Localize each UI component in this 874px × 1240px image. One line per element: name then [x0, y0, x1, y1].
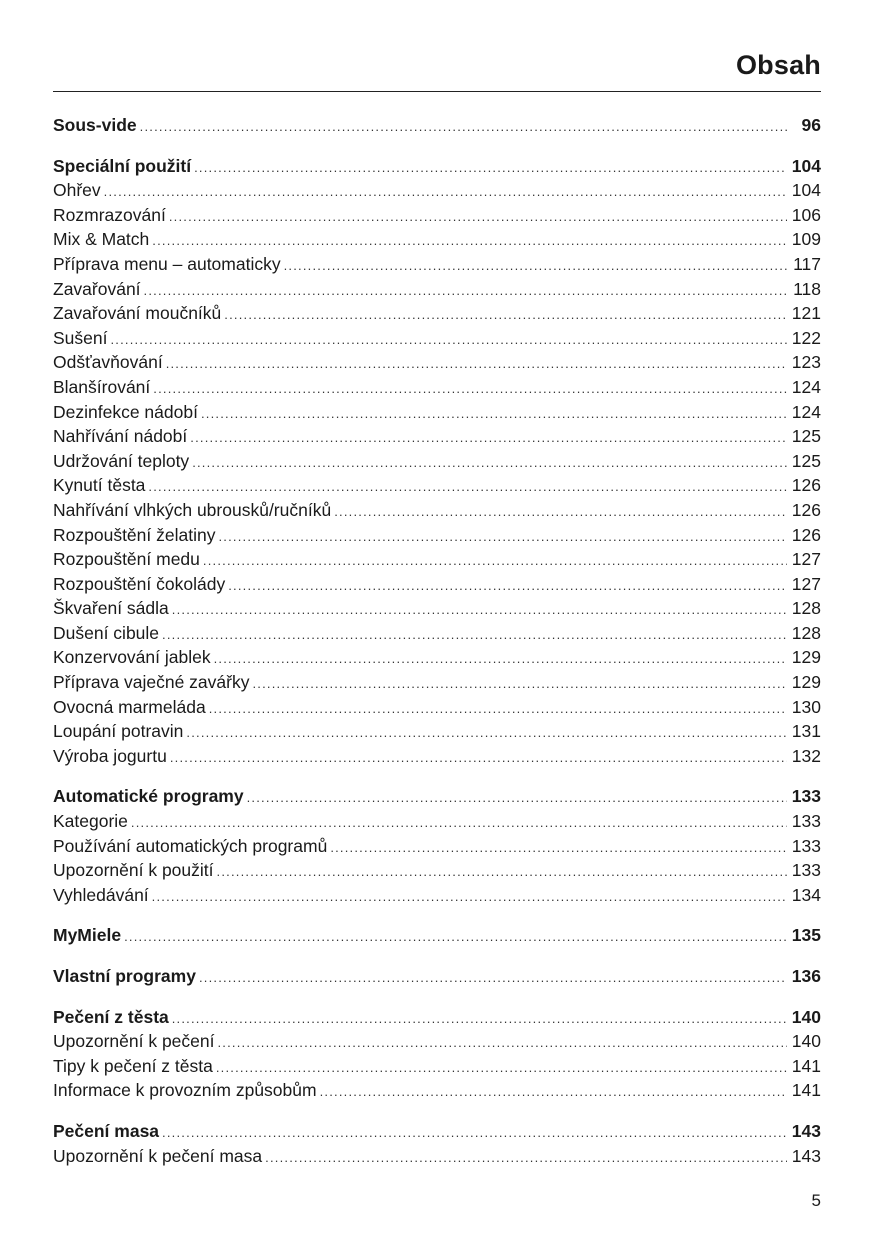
toc-entry-label: Nahřívání nádobí	[53, 426, 188, 447]
toc-entry-page-number: 126	[791, 499, 821, 520]
toc-entry[interactable]	[53, 645, 821, 670]
toc-entry-label: Loupání potravin	[53, 721, 184, 742]
toc-entry-label: Dušení cibule	[53, 622, 160, 643]
toc-entry[interactable]	[53, 301, 821, 326]
toc-entry-page-number: 130	[791, 696, 821, 717]
toc-section-entry[interactable]	[53, 113, 821, 138]
toc-entry-page-number: 124	[791, 376, 821, 397]
toc-entry[interactable]	[53, 227, 821, 252]
toc-entry-label: Pečení z těsta	[53, 1006, 169, 1027]
toc-entry[interactable]	[53, 858, 821, 883]
toc-entry[interactable]	[53, 252, 821, 277]
toc-entry-page-number: 143	[791, 1145, 821, 1166]
toc-entry[interactable]	[53, 809, 821, 834]
dot-leader	[162, 1121, 787, 1146]
toc-entry[interactable]	[53, 1144, 821, 1169]
toc-entry-label: MyMiele	[53, 925, 122, 946]
toc-entry[interactable]	[53, 178, 821, 203]
dot-leader	[334, 500, 787, 525]
toc-entry-label: Mix & Match	[53, 229, 150, 250]
toc-entry-page-number: 128	[791, 598, 821, 619]
toc-entry-page-number: 126	[791, 524, 821, 545]
dot-leader	[170, 746, 787, 771]
dot-leader	[131, 811, 787, 836]
toc-section-entry[interactable]	[53, 154, 821, 179]
toc-entry-page-number: 106	[791, 204, 821, 225]
toc-entry-page-number: 129	[791, 672, 821, 693]
toc-entry[interactable]	[53, 498, 821, 523]
toc-entry[interactable]	[53, 1078, 821, 1103]
toc-entry-page-number: 132	[791, 745, 821, 766]
toc-entry-page-number: 134	[791, 884, 821, 905]
toc-entry[interactable]	[53, 449, 821, 474]
toc-entry[interactable]	[53, 596, 821, 621]
toc-entry-label: Používání automatických programů	[53, 835, 328, 856]
toc-entry-label: Rozpouštění čokolády	[53, 573, 226, 594]
toc-entry-label: Kategorie	[53, 811, 128, 832]
dot-leader	[199, 966, 787, 991]
dot-leader	[265, 1146, 787, 1171]
dot-leader	[153, 377, 787, 402]
toc-entry-page-number: 125	[791, 426, 821, 447]
toc-entry-label: Vlastní programy	[53, 966, 196, 986]
dot-leader	[203, 549, 787, 574]
toc-entry-label: Ohřev	[53, 180, 101, 201]
toc-entry[interactable]	[53, 424, 821, 449]
toc-entry-page-number: 135	[791, 925, 821, 946]
toc-entry-label: Pečení masa	[53, 1120, 160, 1141]
toc-entry-page-number: 121	[791, 303, 821, 324]
dot-leader	[224, 303, 787, 328]
toc-entry-label: Konzervování jablek	[53, 647, 211, 668]
dot-leader	[330, 836, 787, 861]
dot-leader	[194, 156, 787, 181]
toc-entry-label: Sous-vide	[53, 115, 137, 135]
toc-section-entry[interactable]	[53, 1005, 821, 1030]
toc-entry-page-number: 104	[791, 180, 821, 201]
dot-leader	[192, 451, 787, 476]
toc-entry-page-number: 117	[793, 253, 821, 274]
toc-entry-page-number: 133	[791, 860, 821, 881]
dot-leader	[228, 574, 787, 599]
toc-section-entry[interactable]	[53, 964, 821, 989]
toc-entry-label: Příprava menu – automaticky	[53, 253, 281, 274]
dot-leader	[320, 1080, 787, 1105]
toc-entry-label: Nahřívání vlhkých ubrousků/ručníků	[53, 499, 332, 520]
page-title: Obsah	[735, 50, 821, 80]
toc-entry-page-number: 124	[791, 401, 821, 422]
dot-leader	[214, 647, 787, 672]
toc-entry[interactable]	[53, 326, 821, 351]
toc-entry[interactable]	[53, 203, 821, 228]
toc-entry-label: Blanšírování	[53, 376, 151, 397]
toc-entry-page-number: 127	[791, 573, 821, 594]
dot-leader	[152, 229, 787, 254]
toc-entry-page-number: 131	[791, 721, 821, 742]
dot-leader	[140, 115, 787, 140]
toc-entry-label: Udržování teploty	[53, 450, 190, 471]
toc-entry-page-number: 126	[791, 475, 821, 496]
toc-entry[interactable]	[53, 670, 821, 695]
toc-entry-label: Škvaření sádla	[53, 598, 169, 619]
toc-entry-label: Kynutí těsta	[53, 475, 146, 496]
toc-entry-page-number: 140	[791, 1006, 821, 1027]
toc-entry[interactable]	[53, 621, 821, 646]
dot-leader	[148, 475, 787, 500]
toc-entry-page-number: 123	[791, 352, 821, 373]
dot-leader	[190, 426, 787, 451]
toc-entry-label: Dezinfekce nádobí	[53, 401, 198, 422]
toc-entry[interactable]	[53, 572, 821, 597]
toc-entry-page-number: 122	[791, 327, 821, 348]
toc-entry-label: Automatické programy	[53, 786, 244, 807]
toc-entry-page-number: 136	[791, 966, 821, 986]
toc-entry[interactable]	[53, 523, 821, 548]
dot-leader	[216, 1056, 787, 1081]
toc-entry-page-number: 133	[791, 811, 821, 832]
dot-leader	[166, 352, 787, 377]
toc-entry[interactable]	[53, 473, 821, 498]
dot-leader	[218, 1031, 788, 1056]
toc-entry-label: Rozpouštění medu	[53, 549, 200, 570]
dot-leader	[201, 402, 787, 427]
toc-entry-page-number: 118	[793, 278, 821, 299]
toc-entry[interactable]	[53, 400, 821, 425]
toc-entry-label: Ovocná marmeláda	[53, 696, 206, 717]
dot-leader	[144, 279, 787, 304]
toc-entry-page-number: 141	[791, 1080, 821, 1101]
toc-entry[interactable]	[53, 277, 821, 302]
dot-leader	[284, 254, 787, 279]
dot-leader	[252, 672, 787, 697]
toc-entry-label: Upozornění k pečení	[53, 1031, 215, 1052]
dot-leader	[172, 1007, 787, 1032]
toc-entry-label: Zavařování	[53, 278, 141, 299]
title-divider	[53, 91, 821, 92]
toc-entry-label: Zavařování moučníků	[53, 303, 222, 324]
dot-leader	[218, 525, 787, 550]
page-number: 5	[811, 1191, 821, 1210]
table-of-contents	[53, 113, 821, 1168]
toc-entry-page-number: 96	[801, 115, 821, 135]
toc-entry[interactable]	[53, 744, 821, 769]
toc-entry-label: Rozmrazování	[53, 204, 166, 225]
toc-entry[interactable]	[53, 547, 821, 572]
toc-entry[interactable]	[53, 375, 821, 400]
dot-leader	[209, 697, 787, 722]
toc-entry-page-number: 127	[791, 549, 821, 570]
toc-entry[interactable]	[53, 834, 821, 859]
toc-entry-label: Odšťavňování	[53, 352, 163, 373]
toc-entry-label: Vyhledávání	[53, 884, 149, 905]
toc-entry[interactable]	[53, 1054, 821, 1079]
toc-entry-label: Upozornění k použití	[53, 860, 214, 881]
dot-leader	[169, 205, 787, 230]
toc-entry[interactable]	[53, 883, 821, 908]
toc-entry[interactable]	[53, 695, 821, 720]
toc-entry-label: Informace k provozním způsobům	[53, 1080, 317, 1101]
dot-leader	[110, 328, 787, 353]
dot-leader	[172, 598, 787, 623]
toc-entry-page-number: 109	[791, 229, 821, 250]
toc-entry-page-number: 129	[791, 647, 821, 668]
dot-leader	[152, 885, 787, 910]
dot-leader	[162, 623, 787, 648]
toc-entry-label: Upozornění k pečení masa	[53, 1145, 263, 1166]
toc-entry-page-number: 104	[791, 155, 821, 176]
toc-entry[interactable]	[53, 1029, 821, 1054]
toc-entry-label: Tipy k pečení z těsta	[53, 1055, 213, 1076]
toc-entry-label: Sušení	[53, 327, 108, 348]
toc-entry-label: Výroba jogurtu	[53, 745, 167, 766]
toc-section-entry[interactable]	[53, 1119, 821, 1144]
toc-entry-page-number: 141	[791, 1055, 821, 1076]
dot-leader	[124, 925, 787, 950]
toc-entry-page-number: 128	[791, 622, 821, 643]
toc-entry-label: Rozpouštění želatiny	[53, 524, 216, 545]
toc-entry-label: Speciální použití	[53, 155, 192, 176]
toc-entry-page-number: 143	[791, 1120, 821, 1141]
toc-entry[interactable]	[53, 719, 821, 744]
dot-leader	[104, 180, 787, 205]
toc-entry-page-number: 140	[791, 1031, 821, 1052]
toc-entry-page-number: 125	[791, 450, 821, 471]
toc-entry-label: Příprava vaječné zavářky	[53, 672, 250, 693]
dot-leader	[247, 786, 787, 811]
toc-entry-page-number: 133	[791, 786, 821, 807]
dot-leader	[186, 721, 787, 746]
dot-leader	[217, 860, 787, 885]
toc-entry[interactable]	[53, 350, 821, 375]
toc-section-entry[interactable]	[53, 923, 821, 948]
toc-entry-page-number: 133	[791, 835, 821, 856]
toc-section-entry[interactable]	[53, 784, 821, 809]
